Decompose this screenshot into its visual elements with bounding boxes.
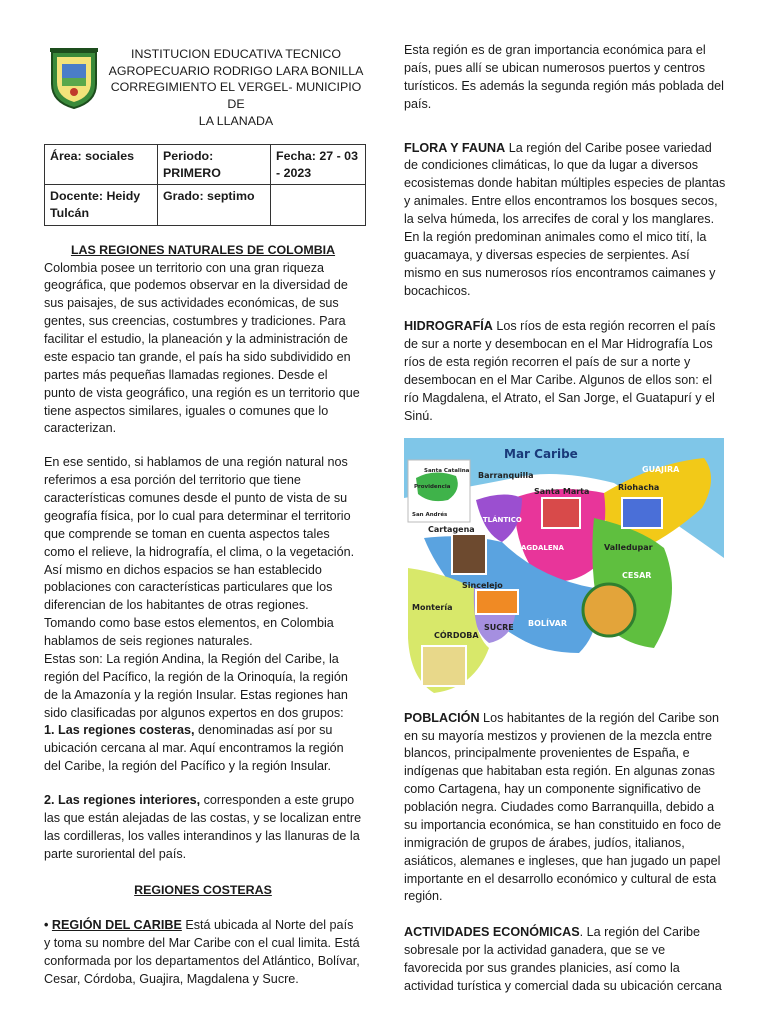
valledupar-label: Valledupar [604,542,653,552]
bullet: • [44,918,52,933]
poblacion-heading: POBLACIÓN [404,710,480,725]
interior-regions-heading: 2. Las regiones interiores, [44,793,201,808]
cartagena-photo [452,534,486,574]
riohacha-label: Riohacha [618,482,660,492]
sea-label: Mar Caribe [504,446,578,461]
barranquilla-label: Barranquilla [478,470,534,480]
santa-catalina-label: Santa Catalina [424,467,470,474]
hidrografia-text: Los ríos de esta región recorren el país de sur a norte y desembocan en el Mar Hidrografía Los ríos de esta región recorren el país de sur a norte y desembocan en el Mar Caribe. Algunos de ellos son: el río Magdalena, el Atrato, el San Jorge, el Guatapurí y el Sinú. [404,319,716,423]
school-logo [48,48,100,110]
festival-photo [622,498,662,528]
interior-regions-paragraph [44,792,362,864]
left-column [44,42,362,989]
sucre-label: SUCRE [484,622,514,632]
carnaval-photo [542,498,580,528]
six-regions-paragraph: Estas son: La región Andina, la Región del Caribe, la región del Pacífico, la región de la Orinoquía, la región de la Amazonía y la región Insular. Estas regiones han sido clasificadas por algunos expertos en dos grupos: [44,651,348,720]
cesar-label: CESAR [622,570,652,580]
caribe-region-map [404,438,724,696]
caribe-paragraph [44,917,362,989]
school-line-3: CORREGIMIENTO EL VERGEL- MUNICIPIO DE [110,80,362,112]
right-column [404,42,726,996]
guajira-label: GUAJIRA [642,464,680,474]
empty-cell [271,185,366,225]
magdalena-label: MAGDALENA [514,543,564,552]
bolivar-label: BOLÍVAR [528,618,567,628]
actividades-paragraph [404,924,726,996]
school-line-2: AGROPECUARIO RODRIGO LARA BONILLA [108,63,364,78]
grado-cell: Grado: septimo [158,185,271,225]
hidrografia-heading: HIDROGRAFÍA [404,319,493,334]
school-line-4: LA LLANADA [198,113,274,128]
actividades-heading: ACTIVIDADES ECONÓMICAS [404,925,580,940]
atlantico-label: ATLÁNTICO [478,515,522,524]
poblacion-text: Los habitantes de la región del Caribe son en su mayoría mestizos y provienen de la mezcla entre blancos, principalmente provenientes de España, e indígenas que habitaban esta región. En algunas zonas como Cartagena, hay un componente significativo de población negra. Ciudades como Barranquilla, debido a su importancia económica, se han constituido en foco de inmigración de grupos de árabes, judíos, italianos, asiáticos, alemanes e ingleses, que han jugado un papel importante en el desarrollo económico y cultural de esta región. [404,710,722,904]
san-andres-label: San Andrés [412,511,448,518]
flora-fauna-paragraph [404,140,726,301]
course-info-table [44,144,366,226]
map-illustration [404,438,724,696]
cartagena-label: Cartagena [428,524,475,534]
coastal-regions-text: denominadas así por su ubicación cercana al mar. Aquí encontramos la región del Caribe, la región del Pacífico y la región Insular. [44,723,344,774]
poblacion-paragraph [404,710,726,907]
table-row [45,145,366,185]
monteria-label: Montería [412,602,453,612]
providencia-label: Providencia [414,483,451,490]
main-title: LAS REGIONES NATURALES DE COLOMBIA [70,242,336,257]
cordoba-label: CÓRDOBA [434,630,479,640]
caribe-heading: REGIÓN DEL CARIBE [51,918,182,933]
table-row [45,185,366,225]
coastal-regions-heading: 1. Las regiones costeras, [44,723,195,738]
school-header [44,42,364,128]
flora-fauna-text: La región del Caribe posee variedad de condiciones climáticas, lo que da lugar a diversos ecosistemas donde habitan múltiples especies de plantas y animales. Entre ellos encontramos los bosques secos, la selva húmeda, los arrecifes de coral y los manglares. En la región predominan animales como el mico tití, la guacamaya, y diversas especies de serpientes. Así mismo en sus numerosos ríos encontramos caimanes y bocachicos. [404,140,726,298]
interior-regions-text: corresponden a este grupo las que están alejadas de las costas, y se localizan entre las cordilleras, los valles interandinos y las llanuras de la parte suroriental del país. [44,793,362,861]
hidrografia-paragraph [404,318,726,425]
cesar-dancer-photo [583,584,635,636]
school-line-1: INSTITUCION EDUCATIVA TECNICO [131,47,341,61]
sincelejo-label: Sincelejo [462,580,503,590]
docente-cell: Docente: Heidy Tulcán [45,185,158,225]
sincelejo-photo [476,590,518,614]
school-name [108,46,364,130]
intro-paragraph: Colombia posee un territorio con una gran riqueza geográfica, que podemos observar en la diversidad de sus paisajes, de sus actividades económicas, de sus gentes, sus creencias, costumbres y tradiciones. Para facilitar el estudio, la planeación y la administración de este espacio tan grande, el país ha sido subdividido en partes más pequeñas llamadas regiones. Desde el punto de vista geográfico, una región es un territorio que tiene aspectos similares, iguales o comunes que lo caracterizan. [44,260,360,436]
section-title-coastal: REGIONES COSTERAS [134,882,272,897]
cordoba-photo [422,646,466,686]
santa-marta-label: Santa Marta [534,486,590,496]
periodo-cell: Periodo: PRIMERO [158,145,271,185]
coastal-regions-paragraph [44,722,362,776]
natural-region-paragraph: En ese sentido, si hablamos de una región natural nos referimos a esa porción del territorio que tiene características comunes desde el punto de vista de su geografía física, por lo cual para determinar el territorio que comprende se toman en cuenta aspectos tales como el relieve, la hidrografía, el clima, o la vegetación. Así mismo en dichos espacios se han establecido poblaciones con características particulares que los diferencian de los habitantes de otras regiones. Tomando como base estos elementos, en Colombia hablamos de seis regiones naturales. [44,455,355,649]
area-cell: Área: sociales [45,145,158,185]
fecha-cell: Fecha: 27 - 03 - 2023 [271,145,366,185]
caribe-text: Está ubicada al Norte del país y toma su nombre del Mar Caribe con el cual limita. Está conformada por los departamentos del Atlántico, Bolívar, Cesar, Córdoba, Guajira, Magdalena y Sucre. [44,918,360,986]
actividades-text: . La región del Caribe sobresale por la actividad ganadera, que se ve favorecida por sus grandes planicies, así como la actividad turística y comercial dada su ubicación cercana [404,925,722,993]
importance-paragraph: Esta región es de gran importancia económica para el país, pues allí se ubican numerosos puertos y centros turísticos. Es además la segunda región más poblada del país. [404,43,724,111]
flora-fauna-heading: FLORA Y FAUNA [404,140,506,155]
